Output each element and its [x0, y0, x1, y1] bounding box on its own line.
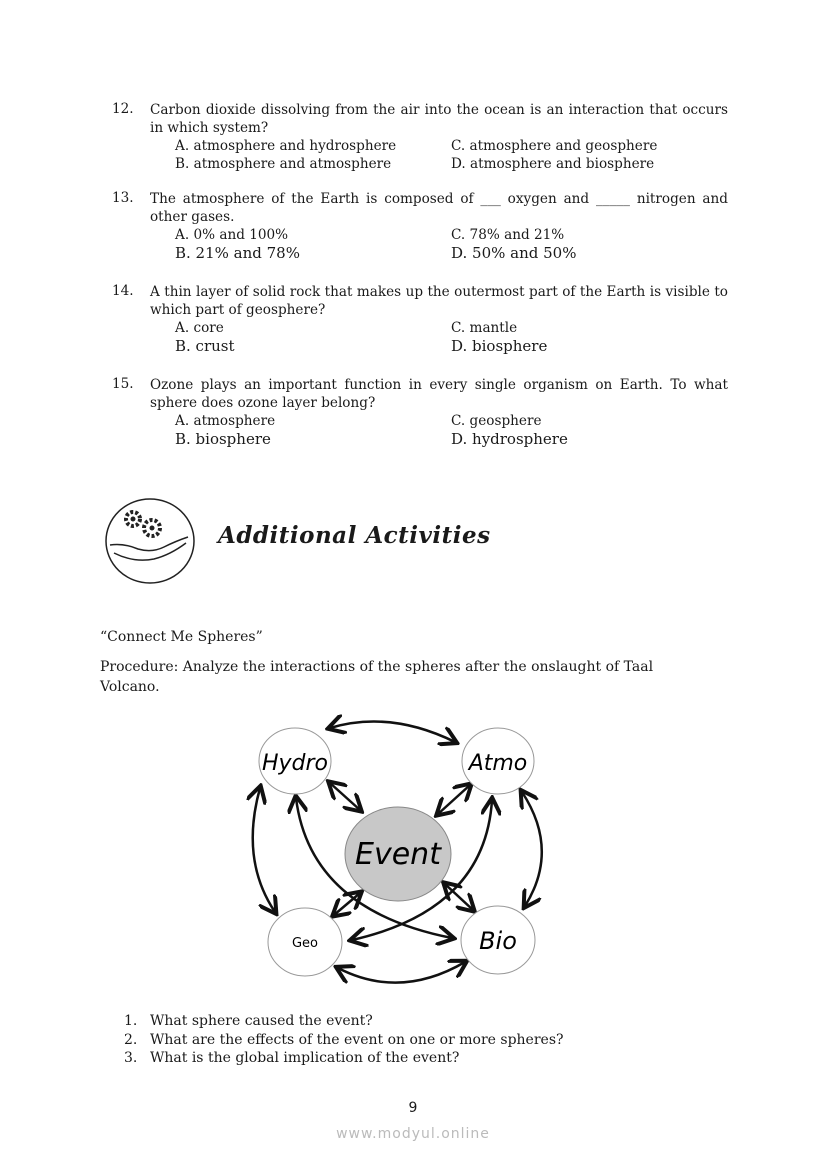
- question-15: [112, 376, 728, 448]
- option-a: A. 0% and 100%: [175, 227, 289, 243]
- question-number: 15.: [112, 376, 134, 392]
- activity-procedure: Procedure: Analyze the interactions of the spheres after the onslaught of Taal Volcano.: [100, 659, 654, 695]
- label-bio: Bio: [479, 927, 517, 955]
- item-text: What are the effects of the event on one or more spheres?: [150, 1031, 564, 1048]
- question-number: 12.: [112, 101, 134, 117]
- item-number: 2.: [124, 1031, 138, 1048]
- option-b: B. crust: [175, 337, 235, 355]
- option-b: B. atmosphere and atmosphere: [175, 156, 392, 172]
- question-12: [112, 101, 728, 173]
- label-atmo: Atmo: [468, 751, 528, 776]
- question-number: 13.: [112, 190, 134, 206]
- option-a: A. atmosphere and hydrosphere: [175, 138, 397, 154]
- arrow-atmo-bio: [522, 792, 542, 906]
- question-stem: A thin layer of solid rock that makes up the outermost part of the Earth is visible to which part of geosphere?: [150, 284, 728, 318]
- arrow-hydro-event: [330, 783, 360, 810]
- option-c: C. 78% and 21%: [451, 227, 565, 243]
- option-d: D. hydrosphere: [451, 430, 568, 448]
- arrow-hydro-atmo: [330, 722, 455, 742]
- item-text: What is the global implication of the event?: [150, 1050, 460, 1066]
- list-item: [124, 1031, 564, 1050]
- activity-title: “Connect Me Spheres”: [100, 629, 263, 645]
- section-title: Additional Activities: [218, 522, 491, 549]
- arrow-geo-bio: [338, 962, 465, 983]
- option-a: A. atmosphere: [175, 413, 276, 429]
- option-a: A. core: [175, 320, 224, 336]
- option-d: D. atmosphere and biosphere: [451, 156, 655, 172]
- followup-questions: [124, 1012, 564, 1068]
- option-c: C. atmosphere and geosphere: [451, 138, 658, 154]
- arrow-atmo-event: [438, 785, 470, 814]
- option-b: B. 21% and 78%: [175, 244, 300, 262]
- option-d: D. biosphere: [451, 337, 548, 355]
- item-number: 1.: [124, 1013, 138, 1029]
- question-number: 14.: [112, 283, 134, 299]
- item-text: What sphere caused the event?: [150, 1013, 373, 1029]
- option-b: B. biosphere: [175, 430, 271, 448]
- spheres-diagram: [230, 710, 560, 1000]
- option-c: C. mantle: [451, 320, 518, 336]
- arrow-geo-event: [334, 893, 360, 915]
- watermark: www.modyul.online: [336, 1126, 490, 1142]
- item-number: 3.: [124, 1050, 138, 1066]
- question-stem: Carbon dioxide dissolving from the air into the ocean is an interaction that occurs in which system?: [150, 102, 728, 136]
- arrow-bio-event: [445, 884, 473, 910]
- question-14: [112, 283, 728, 355]
- list-item: [124, 1012, 564, 1031]
- page-number: 9: [408, 1100, 418, 1116]
- question-13: [112, 190, 728, 262]
- arrow-hydro-geo: [253, 788, 275, 912]
- option-d: D. 50% and 50%: [451, 244, 577, 262]
- question-stem: The atmosphere of the Earth is composed of ___ oxygen and _____ nitrogen and other gases.: [150, 191, 728, 225]
- option-c: C. geosphere: [451, 413, 542, 429]
- label-geo: Geo: [291, 936, 319, 951]
- label-event: Event: [355, 837, 441, 872]
- gears-in-hand-icon: [104, 497, 196, 585]
- list-item: [124, 1049, 564, 1068]
- label-hydro: Hydro: [261, 751, 329, 776]
- question-stem: Ozone plays an important function in every single organism on Earth. To what sphere does ozone layer belong?: [150, 377, 728, 411]
